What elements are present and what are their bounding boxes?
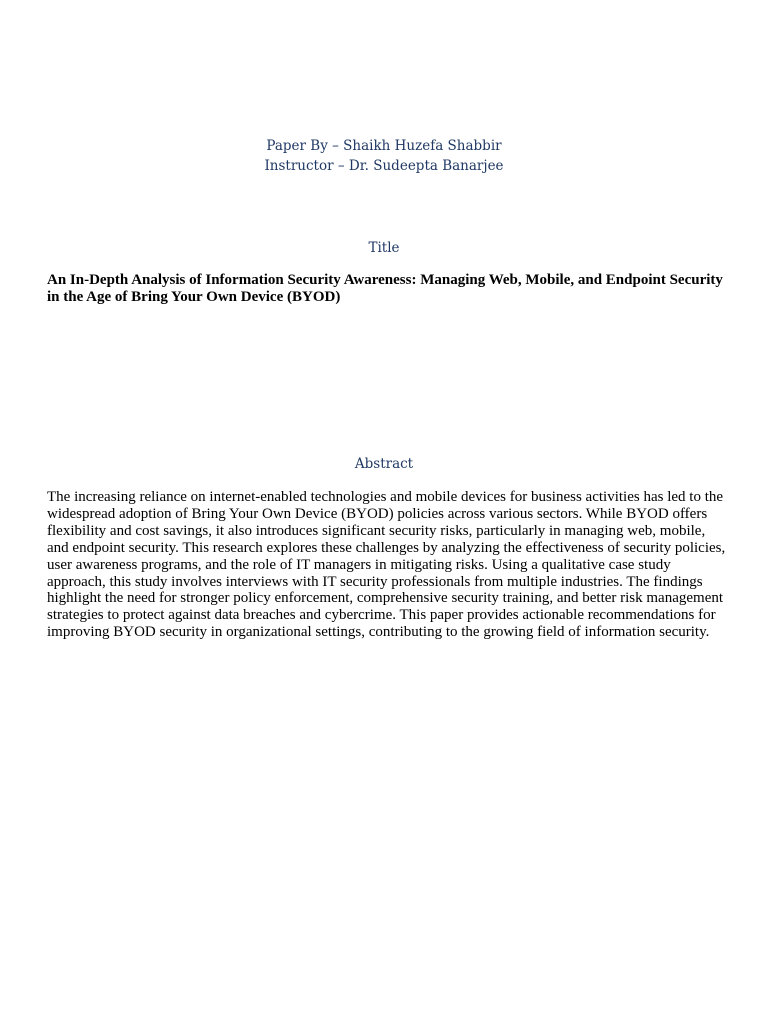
instructor-line: Instructor – Dr. Sudeepta Banarjee	[264, 158, 504, 174]
title-heading: Title	[368, 240, 400, 256]
paper-title: An In-Depth Analysis of Information Security Awareness: Managing Web, Mobile, and Endpoint Security in the Age of Bring Your Own Device (BYOD)	[47, 272, 723, 305]
author-line: Paper By – Shaikh Huzefa Shabbir	[266, 138, 502, 154]
author-block	[0, 136, 768, 176]
abstract-heading: Abstract	[354, 456, 414, 472]
abstract-body: The increasing reliance on internet-enabled technologies and mobile devices for business activities has led to the widespread adoption of Bring Your Own Device (BYOD) policies across various sectors. While BYOD offers flexibility and cost savings, it also introduces significant security risks, particularly in managing web, mobile, and endpoint security. This research explores these challenges by analyzing the effectiveness of security policies, user awareness programs, and the role of IT managers in mitigating risks. Using a qualitative case study approach, this study involves interviews with IT security professionals from multiple industries. The findings highlight the need for stronger policy enforcement, comprehensive security training, and better risk management strategies to protect against data breaches and cybercrime. This paper provides actionable recommendations for improving BYOD security in organizational settings, contributing to the growing field of information security.	[47, 489, 726, 641]
